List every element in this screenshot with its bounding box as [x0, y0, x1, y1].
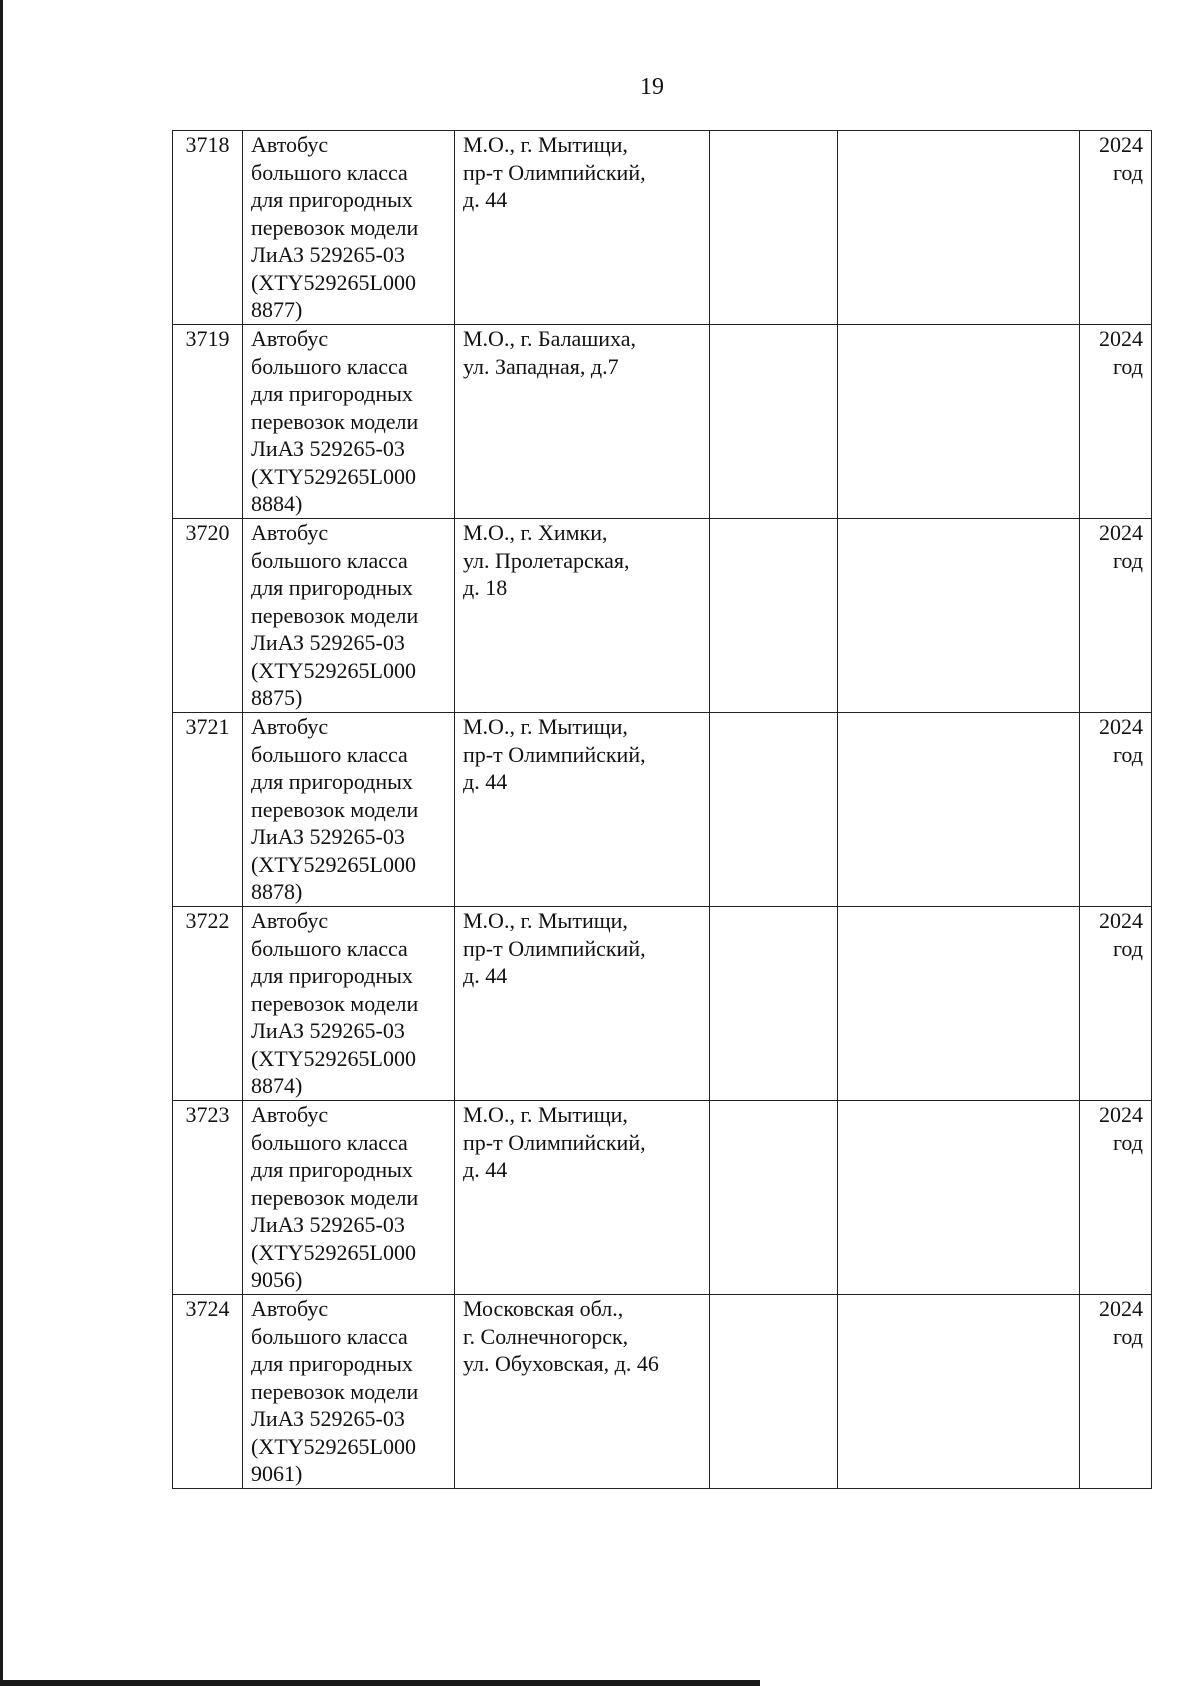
- year-unit: год: [1112, 936, 1143, 961]
- vehicle-address: М.О., г. Мытищи, пр-т Олимпийский, д. 44: [455, 907, 710, 1101]
- year-value: 2024: [1099, 908, 1143, 933]
- row-number: 3724: [173, 1295, 243, 1489]
- year-cell: [1080, 1101, 1152, 1295]
- year-value: 2024: [1099, 714, 1143, 739]
- scan-bottom-border: [0, 1680, 760, 1686]
- year-value: 2024: [1099, 520, 1143, 545]
- scan-left-border: [0, 0, 3, 1686]
- vehicle-name: Автобус большого класса для пригородных перевозок модели ЛиАЗ 529265-03 (XTY529265L000 9061): [243, 1295, 455, 1489]
- empty-cell: [838, 131, 1080, 325]
- vehicle-address: М.О., г. Мытищи, пр-т Олимпийский, д. 44: [455, 713, 710, 907]
- row-number: 3723: [173, 1101, 243, 1295]
- empty-cell: [838, 713, 1080, 907]
- table-row: [173, 131, 1152, 325]
- year-unit: год: [1112, 742, 1143, 767]
- vehicle-address: М.О., г. Мытищи, пр-т Олимпийский, д. 44: [455, 1101, 710, 1295]
- empty-cell: [710, 1101, 838, 1295]
- year-unit: год: [1112, 1130, 1143, 1155]
- row-number: 3718: [173, 131, 243, 325]
- row-number: 3720: [173, 519, 243, 713]
- vehicle-table: [172, 130, 1152, 1489]
- page-number: 19: [640, 74, 664, 100]
- empty-cell: [710, 907, 838, 1101]
- empty-cell: [838, 1101, 1080, 1295]
- year-value: 2024: [1099, 1296, 1143, 1321]
- vehicle-address: Московская обл., г. Солнечногорск, ул. Обуховская, д. 46: [455, 1295, 710, 1489]
- table-row: [173, 1295, 1152, 1489]
- year-value: 2024: [1099, 1102, 1143, 1127]
- vehicle-name: Автобус большого класса для пригородных перевозок модели ЛиАЗ 529265-03 (XTY529265L000 8877): [243, 131, 455, 325]
- empty-cell: [838, 907, 1080, 1101]
- row-number: 3722: [173, 907, 243, 1101]
- table-row: [173, 519, 1152, 713]
- year-cell: [1080, 1295, 1152, 1489]
- empty-cell: [710, 325, 838, 519]
- vehicle-name: Автобус большого класса для пригородных перевозок модели ЛиАЗ 529265-03 (XTY529265L000 8878): [243, 713, 455, 907]
- year-value: 2024: [1099, 132, 1143, 157]
- empty-cell: [838, 519, 1080, 713]
- vehicle-name: Автобус большого класса для пригородных перевозок модели ЛиАЗ 529265-03 (XTY529265L000 8884): [243, 325, 455, 519]
- table-row: [173, 907, 1152, 1101]
- table-row: [173, 713, 1152, 907]
- empty-cell: [710, 519, 838, 713]
- row-number: 3721: [173, 713, 243, 907]
- vehicle-address: М.О., г. Химки, ул. Пролетарская, д. 18: [455, 519, 710, 713]
- empty-cell: [838, 325, 1080, 519]
- year-cell: [1080, 131, 1152, 325]
- table-row: [173, 325, 1152, 519]
- year-cell: [1080, 519, 1152, 713]
- year-cell: [1080, 713, 1152, 907]
- year-unit: год: [1112, 548, 1143, 573]
- vehicle-address: М.О., г. Балашиха, ул. Западная, д.7: [455, 325, 710, 519]
- table-row: [173, 1101, 1152, 1295]
- empty-cell: [710, 131, 838, 325]
- year-value: 2024: [1099, 326, 1143, 351]
- year-unit: год: [1112, 1324, 1143, 1349]
- year-cell: [1080, 907, 1152, 1101]
- year-unit: год: [1112, 160, 1143, 185]
- empty-cell: [710, 1295, 838, 1489]
- row-number: 3719: [173, 325, 243, 519]
- vehicle-name: Автобус большого класса для пригородных перевозок модели ЛиАЗ 529265-03 (XTY529265L000 8875): [243, 519, 455, 713]
- year-cell: [1080, 325, 1152, 519]
- year-unit: год: [1112, 354, 1143, 379]
- empty-cell: [838, 1295, 1080, 1489]
- vehicle-address: М.О., г. Мытищи, пр-т Олимпийский, д. 44: [455, 131, 710, 325]
- vehicle-name: Автобус большого класса для пригородных перевозок модели ЛиАЗ 529265-03 (XTY529265L000 9056): [243, 1101, 455, 1295]
- empty-cell: [710, 713, 838, 907]
- vehicle-name: Автобус большого класса для пригородных перевозок модели ЛиАЗ 529265-03 (XTY529265L000 8874): [243, 907, 455, 1101]
